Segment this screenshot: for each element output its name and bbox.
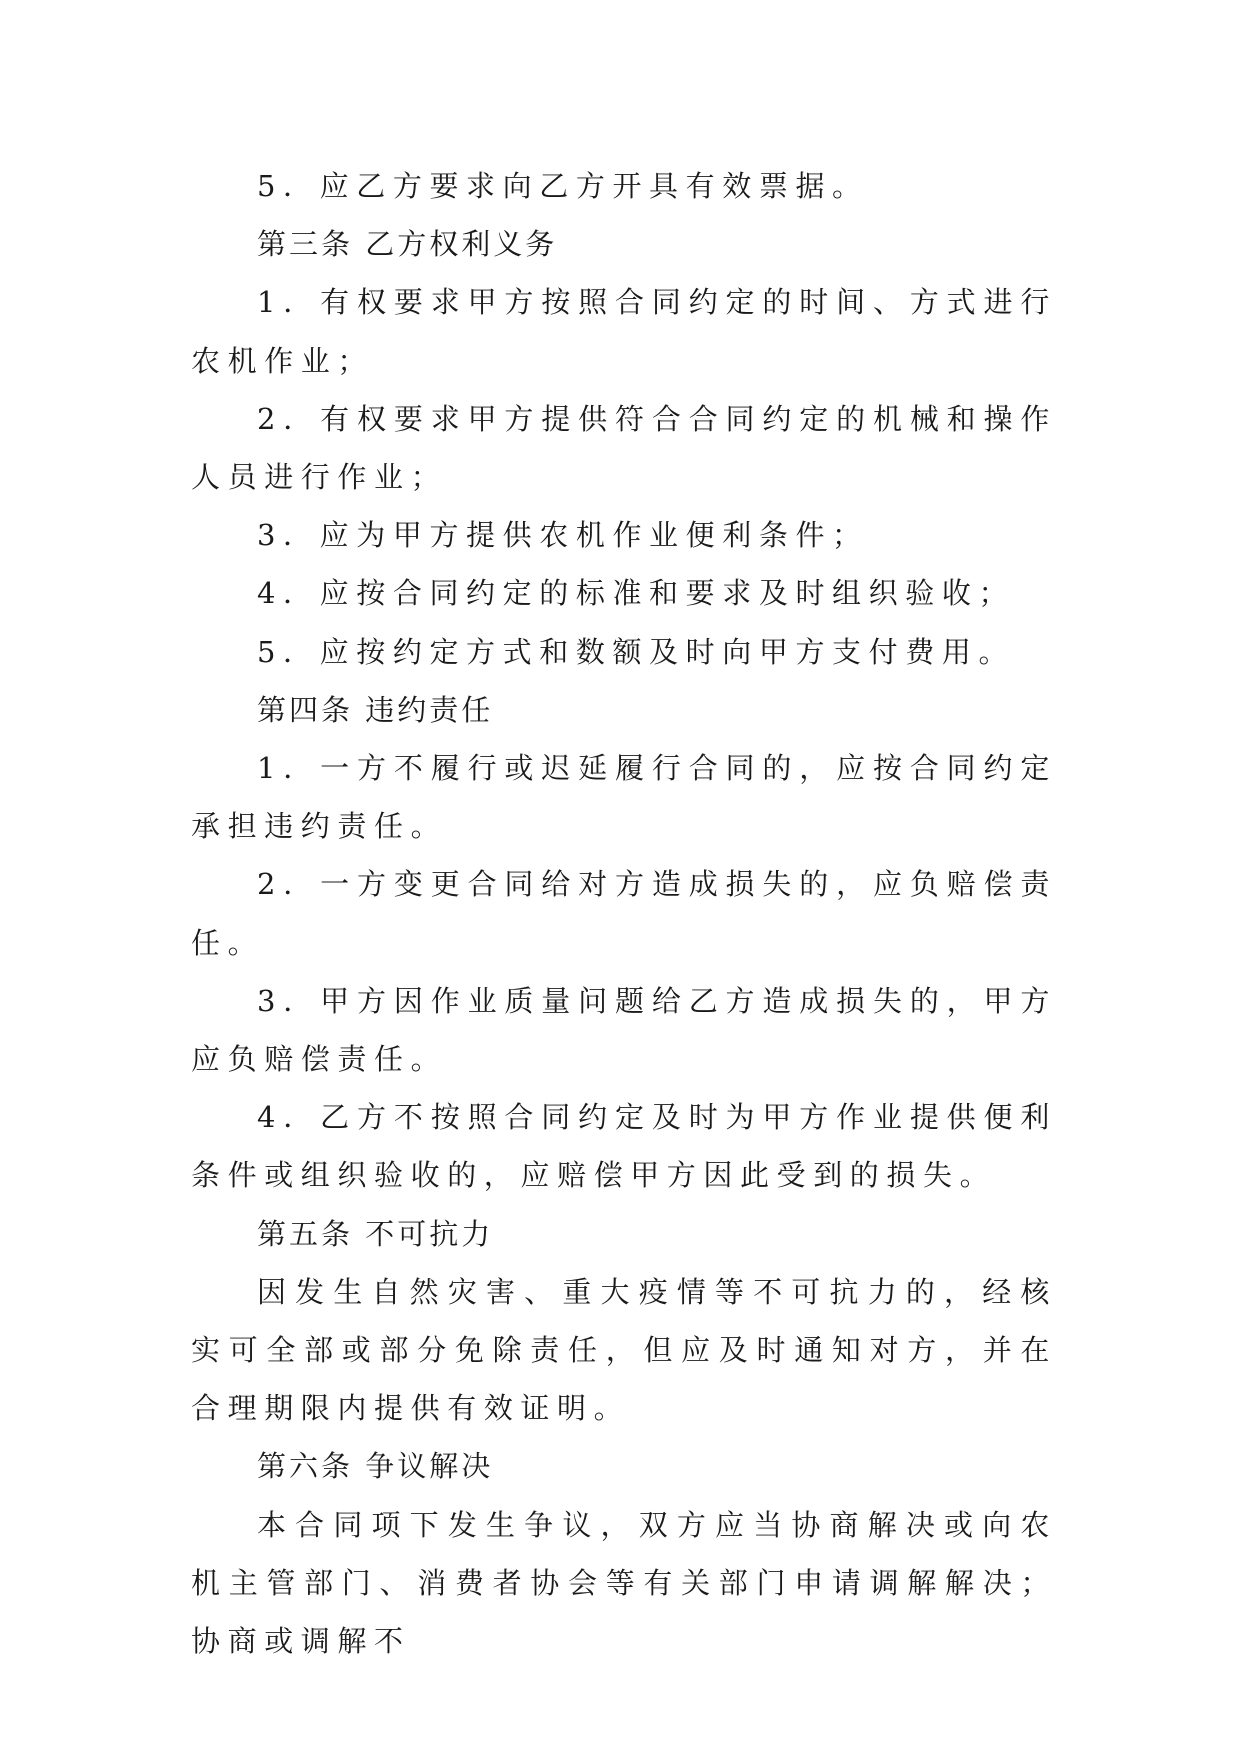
- body-paragraph: 本合同项下发生争议，双方应当协商解决或向农机主管部门、消费者协会等有关部门申请调解解决；协商或调解不: [191, 1507, 1057, 1659]
- article-heading: 第六条 争议解决: [257, 1449, 494, 1484]
- article-heading: 第三条 乙方权利义务: [257, 227, 558, 262]
- article-heading: 第四条 违约责任: [257, 692, 494, 727]
- obligation-item: 2．有权要求甲方提供符合合同约定的机械和操作人员进行作业；: [191, 401, 1057, 495]
- obligation-item: 4．应按合同约定的标准和要求及时组织验收；: [257, 576, 1016, 611]
- liability-item: 3．甲方因作业质量问题给乙方造成损失的，甲方应负赔偿责任。: [191, 983, 1057, 1077]
- obligation-item: 1．有权要求甲方按照合同约定的时间、方式进行农机作业；: [191, 285, 1057, 378]
- liability-item: 1．一方不履行或迟延履行合同的，应按合同约定承担违约责任。: [191, 751, 1057, 844]
- obligation-item: 3．应为甲方提供农机作业便利条件；: [257, 518, 869, 553]
- article-heading: 第五条 不可抗力: [257, 1216, 494, 1251]
- contract-text: [191, 157, 1057, 1670]
- obligation-item: 5．应按约定方式和数额及时向甲方支付费用。: [257, 634, 1016, 669]
- liability-item: 2．一方变更合同给对方造成损失的，应负赔偿责任。: [191, 867, 1057, 960]
- liability-item: 4．乙方不按照合同约定及时为甲方作业提供便利条件或组织验收的，应赔偿甲方因此受到的损失。: [191, 1100, 1057, 1193]
- obligation-item: 5．应乙方要求向乙方开具有效票据。: [257, 169, 869, 203]
- body-paragraph: 因发生自然灾害、重大疫情等不可抗力的，经核实可全部或部分免除责任，但应及时通知对方，并在合理期限内提供有效证明。: [191, 1274, 1057, 1426]
